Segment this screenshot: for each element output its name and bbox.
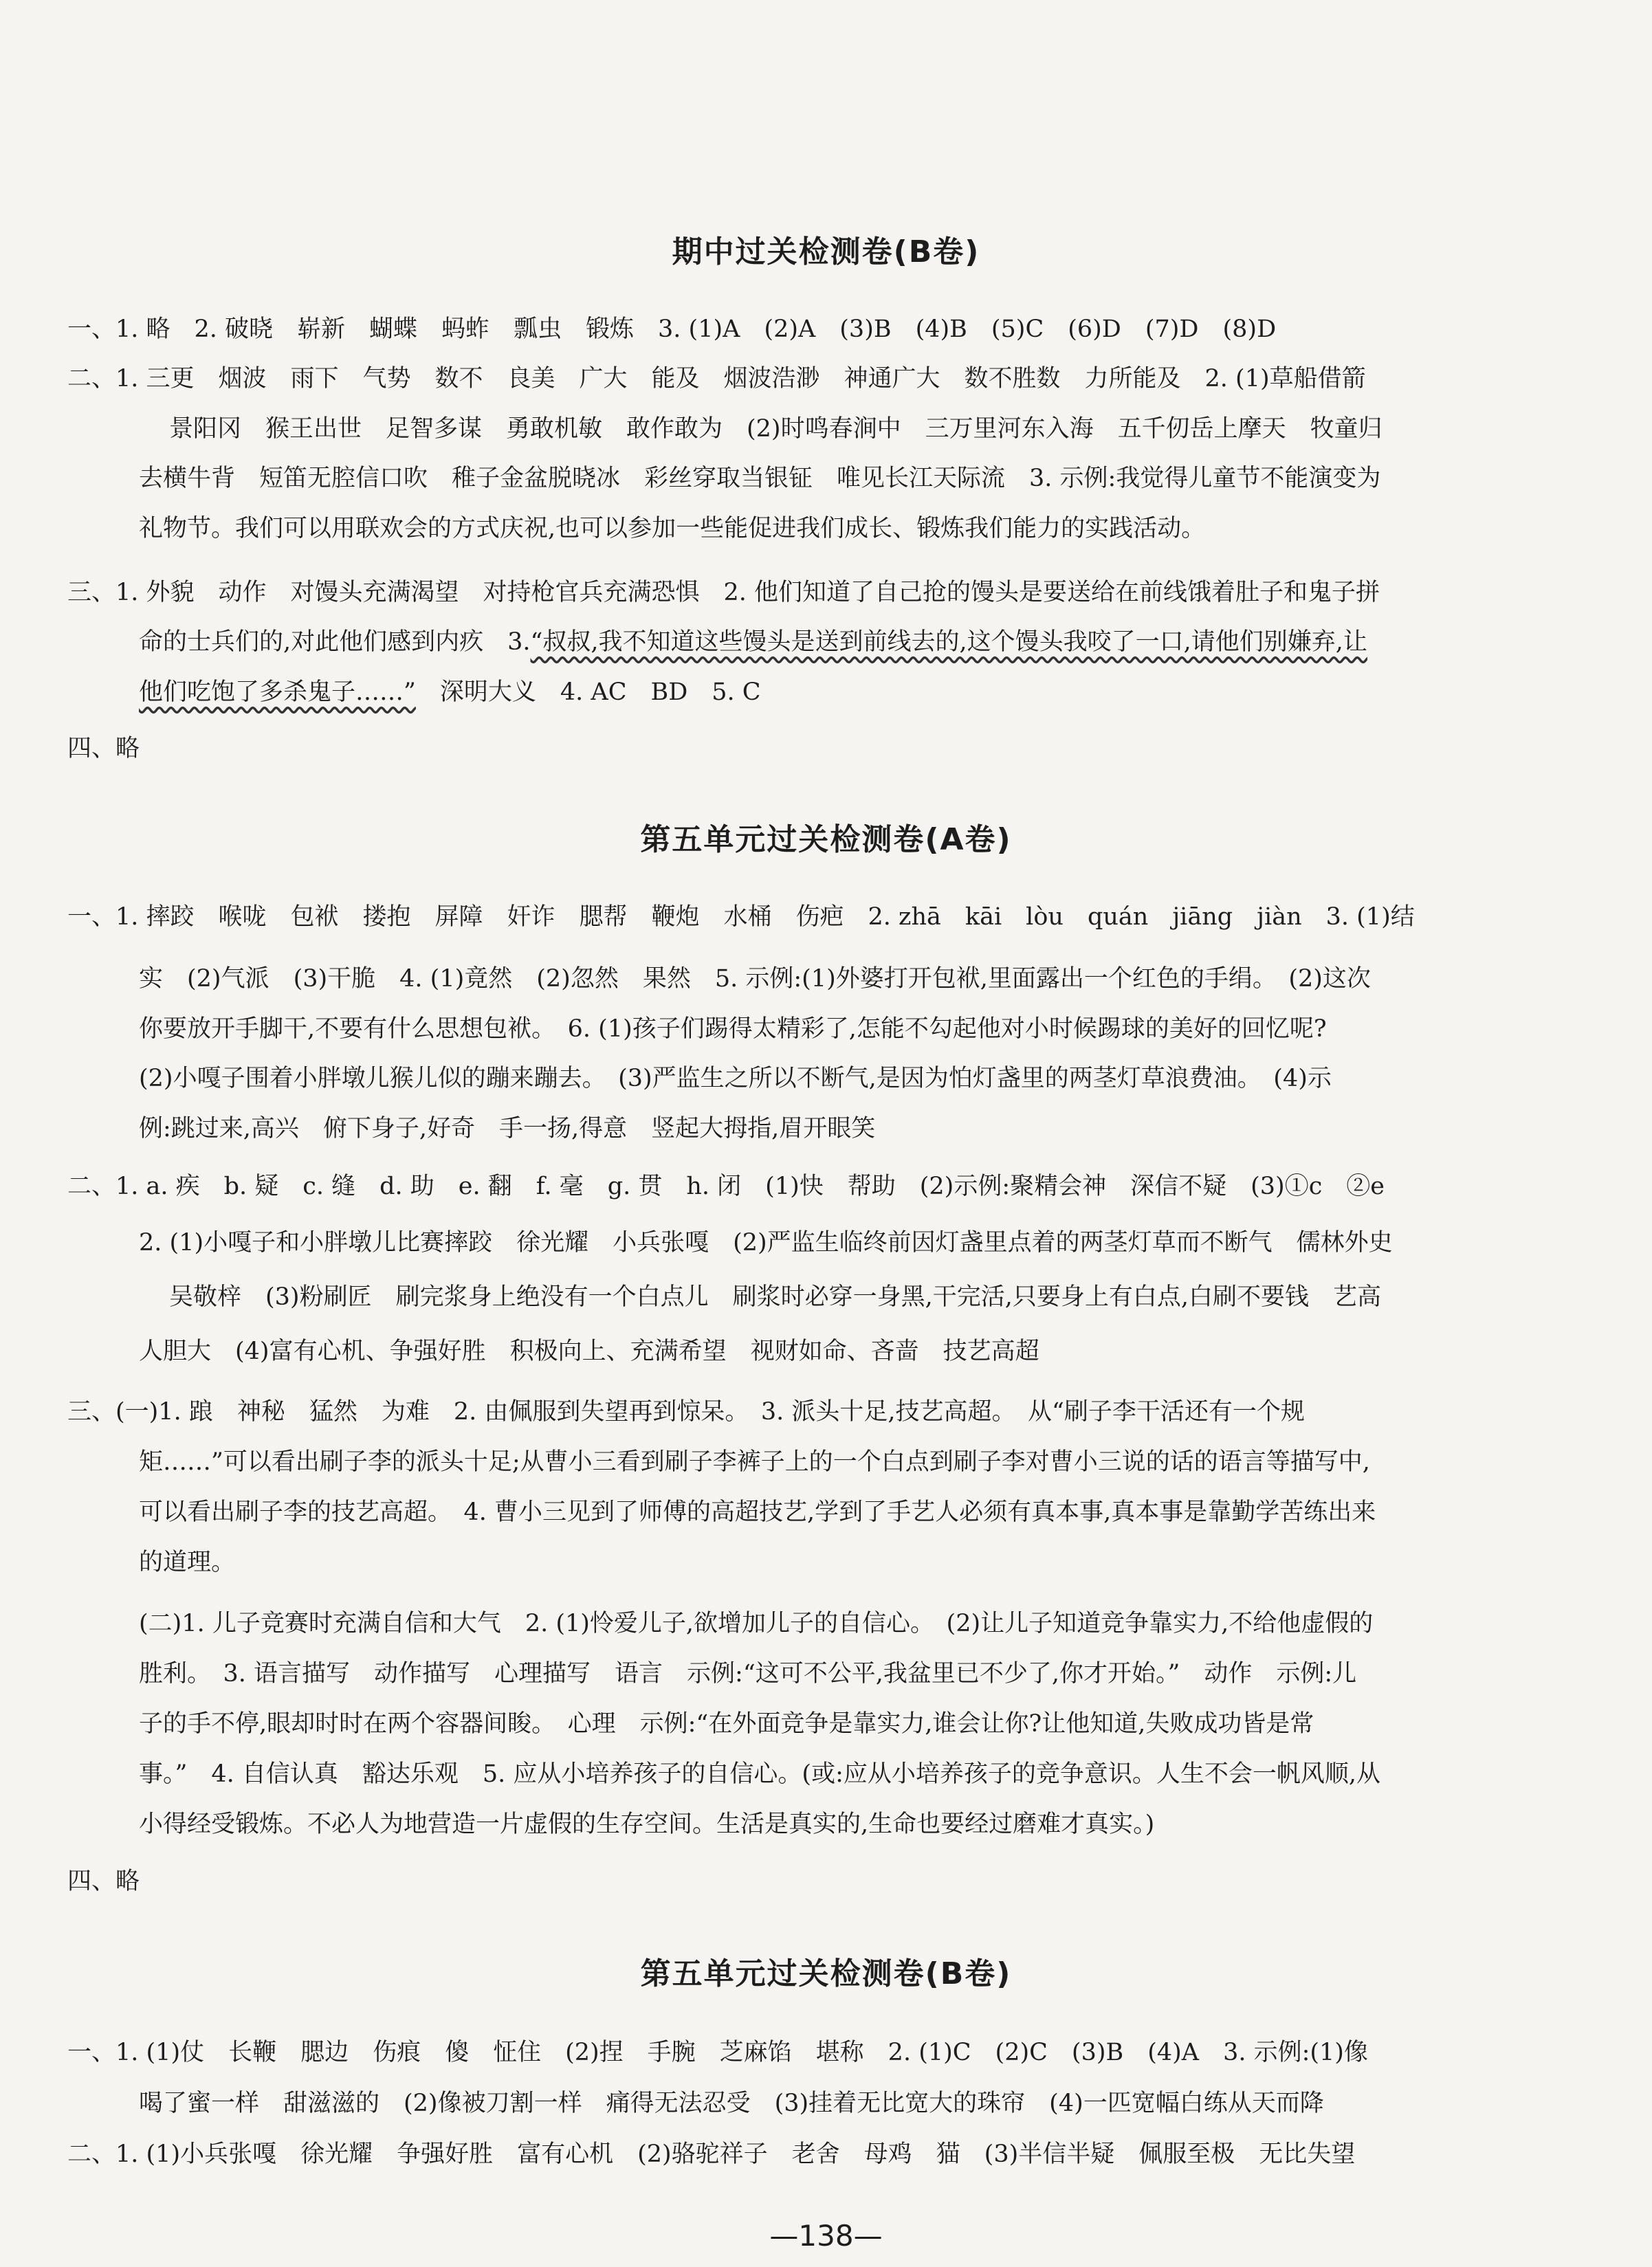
text-line: 二、1. (1)小兵张嘎 徐光耀 争强好胜 富有心机 (2)骆驼祥子 老舍 母鸡 猫 (3)半信半疑 佩服至极 无比失望	[67, 2141, 1356, 2168]
text-line: 的道理。	[139, 1549, 236, 1576]
text-line: 胜利。 3. 语言描写 动作描写 心理描写 语言 示例:“这可不公平,我盆里已不少了,你才开始。” 动作 示例:儿	[139, 1660, 1357, 1688]
text-line	[139, 626, 1367, 659]
text-line: 三、(一)1. 踉 神秘 猛然 为难 2. 由佩服到失望再到惊呆。 3. 派头十足,技艺高超。 从“刷子李干活还有一个规	[67, 1398, 1305, 1426]
section-title-unit5-a: 第五单元过关检测卷(A卷)	[640, 822, 1012, 857]
text-line: 二、1. 三更 烟波 雨下 气势 数不 良美 广大 能及 烟波浩渺 神通广大 数不胜数 力所能及 2. (1)草船借箭	[67, 365, 1366, 392]
text-line: 景阳冈 猴王出世 足智多谋 勇敢机敏 敢作敢为 (2)时鸣春涧中 三万里河东入海 五千仞岳上摩天 牧童归	[169, 415, 1383, 443]
text-line: 小得经受锻炼。不必人为地营造一片虚假的生存空间。生活是真实的,生命也要经过磨难才真实。)	[139, 1811, 1155, 1838]
text-line: 喝了蜜一样 甜滋滋的 (2)像被刀割一样 痛得无法忍受 (3)挂着无比宽大的珠帘 (4)一匹宽幅白练从天而降	[139, 2090, 1324, 2117]
text-line: (二)1. 儿子竞赛时充满自信和大气 2. (1)怜爱儿子,欲增加儿子的自信心。 (2)让儿子知道竞争靠实力,不给他虚假的	[139, 1610, 1374, 1637]
text-line: 2. (1)小嘎子和小胖墩儿比赛摔跤 徐光耀 小兵张嘎 (2)严监生临终前因灯盏里点着的两茎灯草而不断气 儒林外史	[139, 1229, 1393, 1257]
text-line: 一、1. 略 2. 破晓 崭新 蝴蝶 蚂蚱 瓢虫 锻炼 3. (1)A (2)A (3)B (4)B (5)C (6)D (7)D (8)D	[67, 316, 1277, 343]
text-line: 可以看出刷子李的技艺高超。 4. 曹小三见到了师傅的高超技艺,学到了手艺人必须有真本事,真本事是靠勤学苦练出来	[139, 1499, 1376, 1526]
text-line: 四、略	[67, 1868, 140, 1895]
text-line: 人胆大 (4)富有心机、争强好胜 积极向上、充满希望 视财如命、吝啬 技艺高超	[139, 1338, 1039, 1365]
section-title-unit5-b: 第五单元过关检测卷(B卷)	[640, 1956, 1012, 1991]
text-line-part: 命的士兵们的,对此他们感到内疚 3.	[139, 628, 531, 656]
text-line: (2)小嘎子围着小胖墩儿猴儿似的蹦来蹦去。 (3)严监生之所以不断气,是因为怕灯盏里的两茎灯草浪费油。 (4)示	[139, 1065, 1332, 1092]
text-line: 事。” 4. 自信认真 豁达乐观 5. 应从小培养孩子的自信心。(或:应从小培养孩子的竞争意识。人生不会一帆风顺,从	[139, 1760, 1381, 1788]
wavy-quote: “叔叔,我不知道这些馒头是送到前线去的,这个馒头我咬了一口,请他们别嫌弃,让	[530, 628, 1367, 656]
text-line: 吴敬梓 (3)粉刷匠 刷完浆身上绝没有一个白点儿 刷浆时必穿一身黑,干完活,只要身上有白点,白刷不要钱 艺高	[169, 1283, 1381, 1311]
text-line: 实 (2)气派 (3)干脆 4. (1)竟然 (2)忽然 果然 5. 示例:(1)外婆打开包袱,里面露出一个红色的手绢。 (2)这次	[139, 965, 1371, 993]
section-title-midterm-b: 期中过关检测卷(B卷)	[672, 234, 980, 269]
text-line: 矩……”可以看出刷子李的派头十足;从曹小三看到刷子李裤子上的一个白点到刷子李对曹小三说的话的语言等描写中,	[139, 1448, 1370, 1476]
text-line	[139, 676, 761, 709]
text-line: 礼物节。我们可以用联欢会的方式庆祝,也可以参加一些能促进我们成长、锻炼我们能力的实践活动。	[139, 515, 1206, 542]
text-line-part: 深明大义 4. AC BD 5. C	[415, 678, 761, 706]
text-line: 去横牛背 短笛无腔信口吹 稚子金盆脱晓冰 彩丝穿取当银钲 唯见长江天际流 3. 示例:我觉得儿童节不能演变为	[139, 465, 1381, 492]
text-line: 一、1. (1)仗 长鞭 腮边 伤痕 傻 怔住 (2)捏 手腕 芝麻馅 堪称 2. (1)C (2)C (3)B (4)A 3. 示例:(1)像	[67, 2039, 1368, 2066]
page-number: —138—	[769, 2219, 883, 2253]
text-line: 二、1. a. 疾 b. 疑 c. 缝 d. 助 e. 翻 f. 毫 g. 贯 h. 闭 (1)快 帮助 (2)示例:聚精会神 深信不疑 (3)①c ②e	[67, 1173, 1385, 1200]
wavy-quote: 他们吃饱了多杀鬼子……”	[139, 678, 416, 706]
text-line: 例:跳过来,高兴 俯下身子,好奇 手一扬,得意 竖起大拇指,眉开眼笑	[139, 1115, 876, 1142]
text-line: 你要放开手脚干,不要有什么思想包袱。 6. (1)孩子们踢得太精彩了,怎能不勾起他对小时候踢球的美好的回忆呢?	[139, 1015, 1327, 1043]
text-line: 一、1. 摔跤 喉咙 包袱 搂抱 屏障 奸诈 腮帮 鞭炮 水桶 伤疤 2. zhā kāi lòu quán jiāng jiàn 3. (1)结	[67, 903, 1415, 931]
text-line: 子的手不停,眼却时时在两个容器间睃。 心理 示例:“在外面竞争是靠实力,谁会让你?让他知道,失败成功皆是常	[139, 1710, 1314, 1738]
text-line: 四、略	[67, 735, 140, 762]
text-line: 三、1. 外貌 动作 对馒头充满渴望 对持枪官兵充满恐惧 2. 他们知道了自己抢的馒头是要送给在前线饿着肚子和鬼子拼	[67, 579, 1380, 606]
